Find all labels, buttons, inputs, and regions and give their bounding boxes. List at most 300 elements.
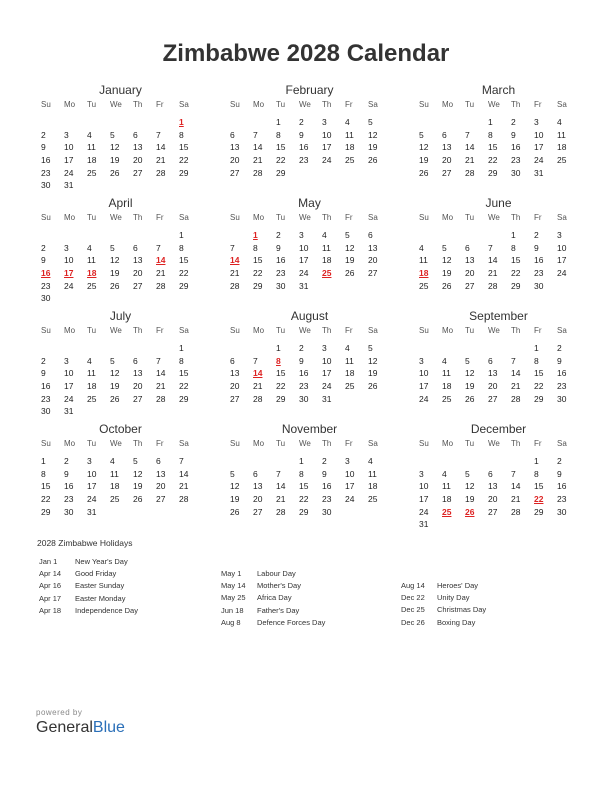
weekday-label: Su (230, 213, 240, 222)
day-cell: 18 (345, 142, 355, 153)
day-cell: 22 (179, 381, 189, 392)
holiday-name: Father's Day (257, 605, 300, 615)
weekday-label: Tu (87, 213, 97, 222)
weekday-label: Tu (276, 439, 286, 448)
day-cell: 28 (156, 167, 166, 178)
holiday-row (221, 617, 325, 629)
day-cell: 9 (322, 468, 327, 479)
day-cell: 15 (179, 368, 189, 379)
weekday-label: Mo (442, 100, 454, 109)
day-cell: 5 (465, 468, 470, 479)
weekday-label: Su (41, 326, 51, 335)
day-cell: 6 (230, 129, 235, 140)
day-cell: 28 (179, 494, 189, 505)
day-cell: 17 (534, 142, 544, 153)
weekday-label: Fr (534, 100, 542, 109)
day-cell: 16 (511, 142, 521, 153)
day-cell: 26 (110, 280, 120, 291)
day-cell: 2 (322, 456, 327, 466)
day-cell: 9 (557, 468, 562, 479)
day-cell: 4 (322, 230, 327, 240)
day-cell: 20 (442, 155, 452, 166)
day-cell: 27 (230, 167, 240, 178)
month-name: October (99, 422, 142, 436)
day-cell: 29 (179, 393, 189, 404)
day-cell: 19 (368, 368, 378, 379)
day-cell: 14 (511, 481, 521, 492)
day-cell: 8 (276, 129, 281, 140)
weekday-label: Fr (345, 326, 353, 335)
holiday-row (401, 617, 486, 629)
day-cell: 5 (110, 242, 115, 253)
holiday-list-col-2 (221, 568, 325, 629)
day-cell: 10 (87, 468, 97, 479)
holiday-name: Independence Day (75, 605, 138, 615)
weekday-label: Tu (87, 100, 97, 109)
holiday-name: Easter Sunday (75, 581, 125, 591)
day-cell: 25 (345, 381, 355, 392)
empty-cell (132, 229, 155, 242)
day-cell: 6 (156, 456, 161, 466)
day-cell: 25 (110, 494, 120, 505)
day-cell: 11 (87, 368, 96, 379)
day-cell: 23 (276, 268, 286, 279)
weekday-label: Mo (253, 213, 265, 222)
day-cell: 18 (442, 381, 452, 392)
month-march (418, 82, 579, 189)
day-cell: 3 (322, 343, 327, 353)
day-cell: 19 (133, 481, 143, 492)
weekday-label: Th (133, 213, 143, 222)
day-cell: 20 (133, 268, 143, 279)
weekday-label: Tu (465, 213, 475, 222)
day-cell: 17 (345, 481, 355, 492)
holiday-row (39, 580, 138, 592)
day-grid (229, 229, 390, 292)
day-cell: 28 (488, 280, 498, 291)
day-cell: 23 (299, 381, 309, 392)
day-cell: 18 (442, 494, 452, 505)
empty-cell (487, 455, 510, 468)
weekday-label: Fr (156, 213, 164, 222)
holiday-day-cell: 18 (87, 268, 97, 279)
day-cell: 29 (276, 167, 286, 178)
day-cell: 2 (276, 230, 281, 240)
holiday-name: Labour Day (257, 569, 296, 578)
day-cell: 22 (488, 155, 498, 166)
day-cell: 10 (419, 368, 429, 379)
holiday-row (39, 556, 138, 568)
day-cell: 22 (41, 494, 51, 505)
holiday-list-col-3 (401, 580, 486, 629)
brand-name-general: General (36, 719, 93, 736)
holiday-date: Dec 22 (401, 593, 425, 603)
day-cell: 19 (368, 142, 378, 153)
day-cell: 22 (511, 268, 521, 279)
weekday-label: We (488, 100, 500, 109)
day-cell: 3 (64, 129, 69, 140)
day-cell: 17 (87, 481, 97, 492)
day-cell: 12 (230, 481, 240, 492)
weekday-label: Mo (253, 326, 265, 335)
day-cell: 2 (511, 117, 516, 127)
day-cell: 15 (488, 142, 498, 153)
weekday-label: Su (419, 100, 429, 109)
day-cell: 20 (465, 268, 475, 279)
day-cell: 5 (442, 242, 447, 253)
holiday-row (39, 605, 138, 617)
day-cell: 30 (322, 506, 332, 517)
day-cell: 26 (368, 381, 378, 392)
day-cell: 20 (488, 494, 498, 505)
day-cell: 21 (253, 381, 263, 392)
day-cell: 15 (179, 255, 189, 266)
day-cell: 11 (442, 368, 451, 379)
day-cell: 18 (345, 368, 355, 379)
day-cell: 19 (465, 381, 475, 392)
day-cell: 23 (557, 494, 567, 505)
holiday-row (221, 605, 325, 617)
day-cell: 22 (276, 155, 286, 166)
day-cell: 24 (64, 280, 74, 291)
holiday-row (39, 568, 138, 580)
day-cell: 15 (276, 142, 286, 153)
weekday-label: We (110, 439, 122, 448)
weekday-label: Th (322, 326, 332, 335)
day-cell: 6 (253, 468, 258, 479)
footer (36, 708, 125, 737)
day-cell: 15 (253, 255, 263, 266)
holiday-date: Aug 8 (221, 617, 241, 627)
empty-cell (63, 342, 86, 355)
day-cell: 3 (534, 117, 539, 127)
empty-cell (40, 229, 63, 242)
weekday-label: We (299, 100, 311, 109)
day-cell: 10 (64, 142, 74, 153)
weekday-label: Fr (534, 439, 542, 448)
weekday-label: Fr (345, 213, 353, 222)
holiday-name: Africa Day (257, 593, 292, 603)
day-grid (229, 455, 390, 518)
day-cell: 18 (368, 481, 378, 492)
day-cell: 29 (41, 506, 51, 517)
day-cell: 16 (557, 368, 567, 379)
day-cell: 23 (511, 155, 521, 166)
holiday-day-cell: 14 (253, 368, 263, 379)
empty-cell (109, 342, 132, 355)
weekday-label: Su (419, 213, 429, 222)
day-cell: 13 (133, 255, 143, 266)
holiday-date: May 1 (221, 569, 242, 578)
day-cell: 7 (465, 129, 470, 140)
day-cell: 27 (230, 393, 240, 404)
day-cell: 27 (488, 506, 498, 517)
holiday-row (221, 592, 325, 604)
empty-cell (441, 455, 464, 468)
day-cell: 12 (133, 468, 143, 479)
day-cell: 31 (419, 519, 429, 530)
day-cell: 13 (230, 142, 240, 153)
day-cell: 24 (64, 393, 74, 404)
day-cell: 7 (156, 355, 161, 366)
day-cell: 18 (322, 255, 332, 266)
weekday-label: Tu (276, 213, 286, 222)
day-cell: 13 (442, 142, 452, 153)
weekday-label: Tu (465, 326, 475, 335)
day-cell: 27 (133, 167, 143, 178)
day-cell: 27 (133, 393, 143, 404)
day-cell: 10 (64, 255, 74, 266)
day-cell: 26 (110, 393, 120, 404)
day-cell: 6 (133, 355, 138, 366)
day-cell: 8 (179, 355, 184, 366)
day-cell: 21 (156, 268, 166, 279)
day-cell: 20 (253, 494, 263, 505)
brand-logo[interactable] (36, 719, 125, 737)
day-cell: 2 (557, 456, 562, 466)
weekday-label: Th (511, 213, 521, 222)
day-cell: 12 (110, 142, 120, 153)
holiday-date: Apr 18 (39, 605, 62, 615)
day-cell: 1 (179, 230, 184, 240)
weekday-label: Mo (442, 213, 454, 222)
day-cell: 9 (511, 129, 516, 140)
weekday-label: Sa (368, 100, 378, 109)
day-cell: 16 (41, 381, 51, 392)
day-cell: 22 (276, 381, 286, 392)
weekday-label: Th (322, 439, 332, 448)
month-february (229, 82, 390, 189)
day-cell: 9 (299, 355, 304, 366)
day-cell: 16 (557, 481, 567, 492)
day-cell: 24 (322, 155, 332, 166)
day-cell: 23 (534, 268, 544, 279)
day-cell: 29 (488, 167, 498, 178)
day-cell: 30 (41, 406, 51, 417)
weekday-label: Sa (557, 100, 567, 109)
day-cell: 11 (322, 242, 331, 253)
month-june (418, 195, 579, 302)
holiday-name: Heroes' Day (437, 581, 479, 590)
weekday-label: Su (41, 439, 51, 448)
day-cell: 28 (511, 393, 521, 404)
holiday-date: May 25 (221, 593, 246, 603)
powered-by-text: powered by (36, 708, 83, 717)
day-cell: 11 (87, 142, 96, 153)
day-cell: 31 (299, 280, 309, 291)
holiday-name: Easter Monday (75, 593, 126, 603)
day-cell: 30 (557, 393, 567, 404)
weekday-label: Th (511, 439, 521, 448)
day-cell: 30 (41, 293, 51, 304)
weekday-label: Fr (156, 439, 164, 448)
empty-cell (487, 342, 510, 355)
day-cell: 24 (419, 393, 429, 404)
month-december (418, 421, 579, 528)
day-grid (229, 342, 390, 405)
day-cell: 15 (534, 481, 544, 492)
weekday-label: Tu (87, 439, 97, 448)
day-cell: 4 (345, 117, 350, 127)
day-grid (40, 229, 201, 305)
day-cell: 13 (465, 255, 475, 266)
month-september (418, 308, 579, 415)
day-cell: 26 (419, 167, 429, 178)
holiday-day-cell: 22 (534, 494, 544, 505)
day-cell: 24 (419, 506, 429, 517)
day-cell: 3 (299, 230, 304, 240)
day-cell: 6 (465, 242, 470, 253)
day-cell: 8 (511, 242, 516, 253)
day-cell: 9 (299, 129, 304, 140)
weekday-label: Fr (156, 326, 164, 335)
holiday-date: Aug 14 (401, 581, 425, 590)
day-cell: 15 (41, 481, 51, 492)
day-cell: 2 (557, 343, 562, 353)
empty-cell (132, 116, 155, 129)
day-cell: 21 (465, 155, 475, 166)
empty-cell (441, 342, 464, 355)
day-cell: 10 (64, 368, 74, 379)
day-cell: 4 (87, 355, 92, 366)
month-january (40, 82, 201, 189)
day-cell: 20 (230, 381, 240, 392)
day-cell: 9 (41, 255, 46, 266)
day-grid (418, 455, 579, 531)
day-cell: 30 (276, 280, 286, 291)
day-cell: 16 (534, 255, 544, 266)
weekday-label: Su (230, 100, 240, 109)
day-cell: 1 (534, 343, 539, 353)
weekday-label: We (488, 439, 500, 448)
day-cell: 11 (110, 468, 119, 479)
day-cell: 8 (299, 468, 304, 479)
day-cell: 17 (419, 494, 429, 505)
day-cell: 4 (345, 343, 350, 353)
day-cell: 1 (534, 456, 539, 466)
holiday-day-cell: 14 (156, 255, 166, 266)
holiday-date: Jun 18 (221, 605, 244, 615)
day-cell: 7 (179, 456, 184, 466)
holiday-day-cell: 25 (442, 506, 452, 517)
day-cell: 3 (419, 355, 424, 366)
day-cell: 22 (179, 155, 189, 166)
day-cell: 1 (511, 230, 516, 240)
day-cell: 7 (511, 355, 516, 366)
holiday-day-cell: 18 (419, 268, 429, 279)
day-cell: 13 (368, 242, 378, 253)
day-cell: 7 (253, 129, 258, 140)
day-cell: 27 (156, 494, 166, 505)
empty-cell (464, 229, 487, 242)
day-cell: 14 (156, 368, 166, 379)
day-cell: 15 (299, 481, 309, 492)
day-cell: 5 (368, 117, 373, 127)
day-cell: 24 (345, 494, 355, 505)
day-cell: 11 (442, 481, 451, 492)
holiday-day-cell: 8 (276, 355, 281, 366)
day-cell: 4 (368, 456, 373, 466)
holiday-date: Apr 16 (39, 581, 62, 591)
empty-cell (86, 229, 109, 242)
day-cell: 1 (41, 456, 46, 466)
day-cell: 9 (276, 242, 281, 253)
day-cell: 22 (179, 268, 189, 279)
weekday-label: Su (419, 439, 429, 448)
month-name: June (485, 196, 512, 210)
day-cell: 3 (322, 117, 327, 127)
weekday-header (229, 324, 390, 338)
day-cell: 16 (276, 255, 286, 266)
weekday-label: Th (511, 100, 521, 109)
day-cell: 24 (64, 167, 74, 178)
weekday-label: Mo (253, 100, 265, 109)
weekday-header (418, 437, 579, 451)
month-name: January (99, 83, 142, 97)
day-grid (418, 342, 579, 405)
day-cell: 21 (511, 494, 521, 505)
day-cell: 30 (557, 506, 567, 517)
day-cell: 14 (179, 468, 189, 479)
day-cell: 20 (133, 155, 143, 166)
day-cell: 17 (557, 255, 567, 266)
day-cell: 22 (534, 381, 544, 392)
day-cell: 10 (534, 129, 544, 140)
holiday-day-cell: 14 (230, 255, 240, 266)
day-cell: 17 (419, 381, 429, 392)
day-cell: 14 (253, 142, 263, 153)
day-cell: 9 (41, 368, 46, 379)
day-cell: 26 (465, 393, 475, 404)
day-cell: 1 (299, 456, 304, 466)
empty-cell (510, 455, 533, 468)
day-cell: 29 (511, 280, 521, 291)
weekday-label: We (299, 213, 311, 222)
day-cell: 25 (87, 393, 97, 404)
day-cell: 6 (133, 242, 138, 253)
day-cell: 26 (230, 506, 240, 517)
day-cell: 30 (511, 167, 521, 178)
day-cell: 16 (322, 481, 332, 492)
day-cell: 12 (345, 242, 355, 253)
holiday-row (401, 604, 486, 616)
day-cell: 8 (179, 129, 184, 140)
day-cell: 13 (488, 481, 498, 492)
weekday-label: Tu (87, 326, 97, 335)
empty-cell (109, 229, 132, 242)
day-cell: 10 (322, 129, 332, 140)
day-cell: 5 (419, 129, 424, 140)
day-cell: 25 (87, 280, 97, 291)
day-cell: 18 (87, 381, 97, 392)
day-cell: 27 (465, 280, 475, 291)
day-cell: 18 (110, 481, 120, 492)
empty-cell (63, 229, 86, 242)
day-cell: 27 (253, 506, 263, 517)
day-cell: 21 (511, 381, 521, 392)
weekday-label: Th (322, 100, 332, 109)
weekday-label: Sa (179, 439, 189, 448)
month-name: March (481, 83, 516, 97)
empty-cell (155, 342, 178, 355)
weekday-header (40, 437, 201, 451)
day-cell: 13 (230, 368, 240, 379)
day-cell: 13 (133, 142, 143, 153)
day-cell: 15 (276, 368, 286, 379)
day-cell: 29 (253, 280, 263, 291)
day-cell: 14 (156, 142, 166, 153)
day-cell: 6 (488, 355, 493, 366)
